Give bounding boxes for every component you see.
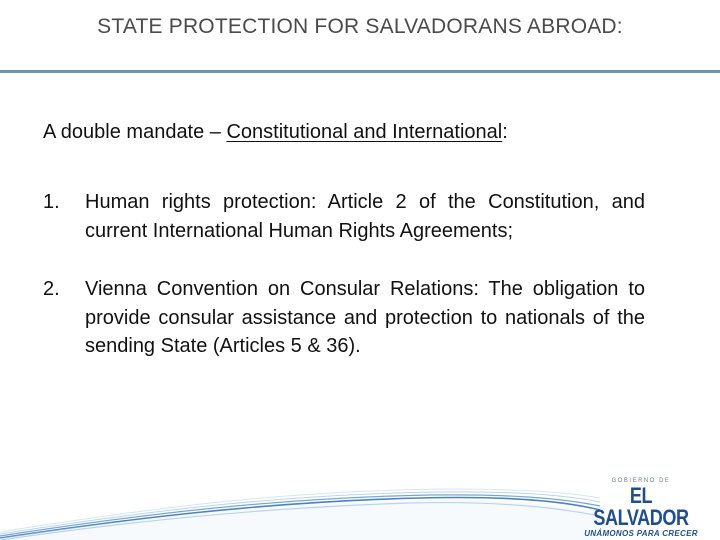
logo-small-text: GOBIERNO DE [611, 478, 671, 484]
mandate-list [43, 188, 645, 391]
list-item-number: 2. [43, 278, 60, 300]
list-item [43, 275, 645, 361]
logo-main-text: EL SALVADOR [593, 483, 689, 530]
title-divider [0, 70, 720, 73]
list-item-text: Human rights protection: Article 2 of the Constitution, and current International Human Rights Agreements; [85, 191, 645, 242]
list-item-text: Vienna Convention on Consular Relations: The obligation to provide consular assistance and protection to nationals of the sending State (Articles 5 & 36). [85, 278, 645, 357]
intro-suffix: : [502, 121, 508, 143]
intro-prefix: A double mandate – [43, 121, 227, 143]
intro-underlined: Constitutional and International [226, 121, 503, 143]
logo-slogan-text: UNÁMONOS PARA CRECER [584, 529, 698, 538]
slide-title: STATE PROTECTION FOR SALVADORANS ABROAD: [97, 15, 623, 38]
el-salvador-logo [571, 477, 711, 538]
list-item-number: 1. [43, 191, 60, 213]
list-item [43, 188, 645, 245]
intro-line [43, 118, 683, 146]
